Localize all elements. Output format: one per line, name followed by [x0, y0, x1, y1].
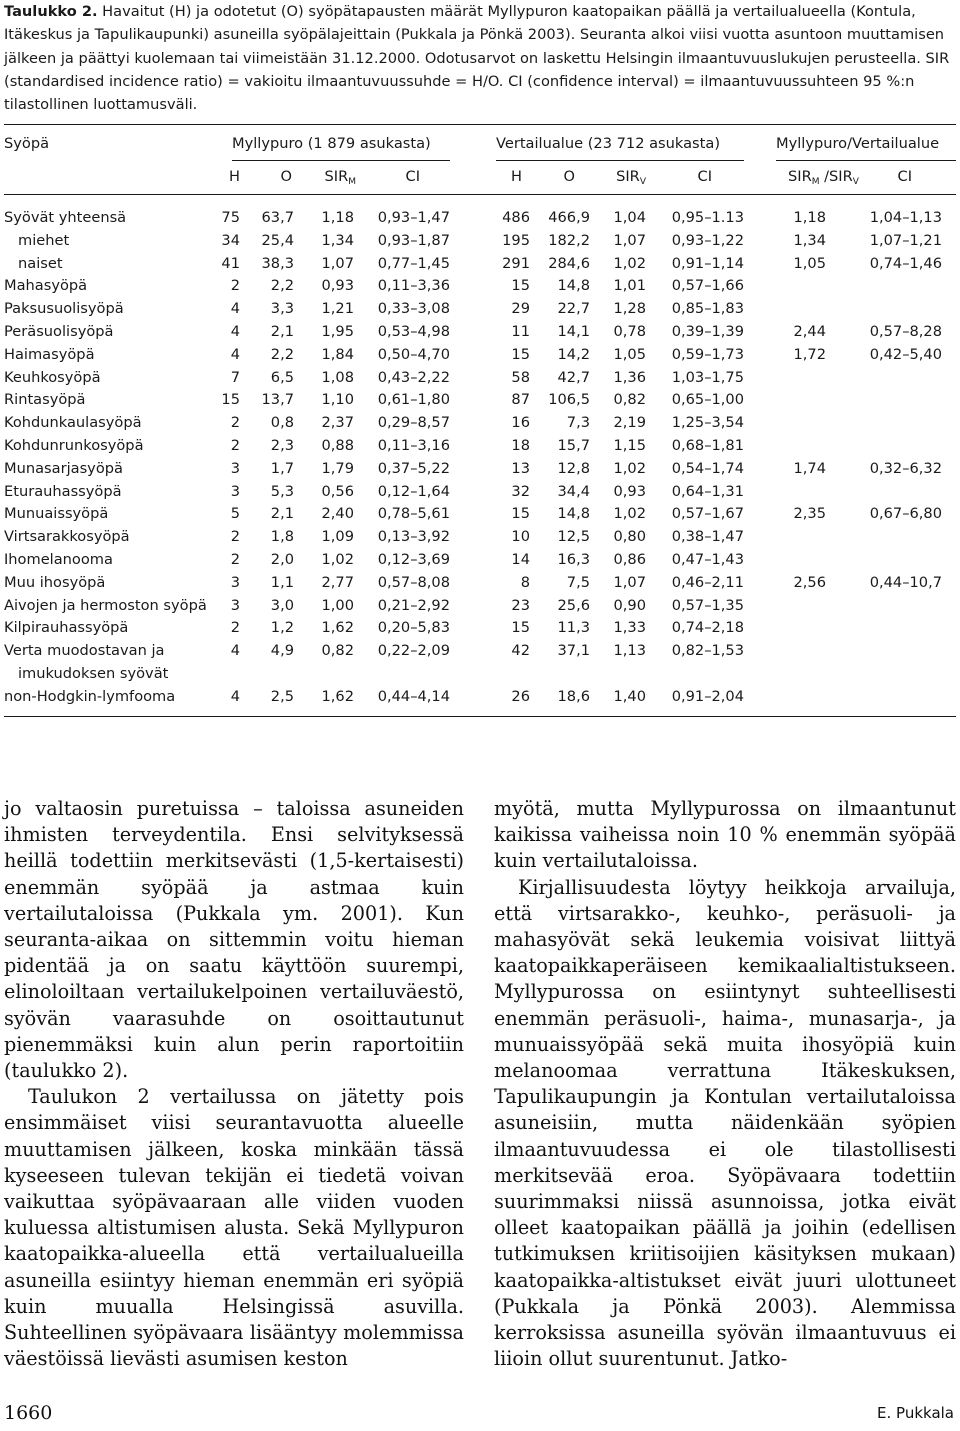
cell-v-o: 42,7: [557, 368, 590, 386]
header-cancer: Syöpä: [4, 135, 50, 152]
cell-v-o: 284,6: [548, 254, 590, 272]
cell-m-o: 1,1: [270, 573, 294, 591]
cell-v-ci: 0,95–1.13: [671, 209, 744, 226]
cell-m-ci: 0,12–3,69: [377, 551, 450, 568]
cell-v-o: 15,7: [557, 437, 590, 454]
cell-m-o: 1,7: [270, 459, 294, 477]
cell-r-ci: 0,67–6,80: [869, 505, 942, 523]
cell-v-sir: 1,07: [613, 573, 646, 591]
cell-v-o: 34,4: [557, 482, 590, 500]
cell-v-o: 16,3: [557, 551, 590, 568]
cell-v-ci: 0,54–1,74: [671, 459, 744, 477]
cell-v-h: 26: [511, 687, 530, 705]
reference-rule: [496, 160, 744, 161]
cell-r-sir: 2,56: [793, 573, 826, 591]
cell-m-h: 2: [230, 277, 240, 295]
subheader-v-ci: CI: [697, 168, 712, 185]
row-label: Kohdunkaulasyöpä: [4, 414, 142, 432]
cell-m-o: 2,2: [270, 345, 294, 363]
cell-v-h: 8: [520, 573, 530, 591]
cell-m-o: 4,9: [270, 642, 294, 660]
cell-m-h: 4: [230, 687, 240, 705]
cell-r-ci: 0,74–1,46: [869, 254, 942, 272]
cell-v-sir: 2,19: [613, 414, 646, 432]
cell-m-o: 1,8: [270, 528, 294, 546]
cell-v-sir: 1,36: [613, 368, 646, 386]
cell-v-sir: 1,02: [613, 459, 646, 477]
cell-v-o: 466,9: [548, 209, 590, 226]
cell-m-o: 6,5: [270, 368, 294, 386]
cell-v-h: 14: [511, 551, 530, 568]
cell-m-ci: 0,43–2,22: [377, 368, 450, 386]
cell-m-h: 2: [230, 528, 240, 546]
cell-v-o: 18,6: [557, 687, 590, 705]
cell-r-ci: 1,04–1,13: [869, 209, 942, 226]
cell-v-sir: 0,93: [613, 482, 646, 500]
cell-m-sir: 0,88: [321, 437, 354, 454]
cell-v-sir: 1,28: [613, 300, 646, 318]
row-label: Munuaissyöpä: [4, 505, 109, 523]
paragraph: Kirjallisuudesta löytyy heikkoja arvailuja, että virtsarakko-, keuhko-, peräsuoli- ja mahasyövät sekä leukemia voisivat liittyä kaatopaikkaperäiseen kemikaalialtistukseen. Myllypurossa on esiintynyt suhteellisesti enemmän peräsuoli-, haima-, munasarja-, ja munuaissyöpää sekä muita ihosyöpiä kuin melanoomaa verrattuna Itäkeskuksen, Tapulikaupungin ja Kontulan vertailutaloissa asuneisiin, mutta näidenkään syöpien ilmaantuvuudessa ei ole tilastollisesti merkitsevää eroa. Syöpävaara todettiin suurimmaksi niissä asunnoissa, jotka eivät olleet kaatopaikan päällä ja joihin (edellisen tutkimuksen kriitisoijien käsityksen mukaan) kaatopaikka-altistukset eivät juuri ulottuneet (Pukkala ja Pönkä 2003). Alemmissa kerroksissa asuneilla syövän ilmaantuvuus ei liioin ollut suurentunut. Jatko-: [494, 875, 956, 1371]
cell-v-o: 182,2: [548, 231, 590, 249]
cell-r-sir: 2,44: [793, 323, 826, 340]
subheader-ratio-sir: $SIR_M$ $/SIR_V$: [788, 168, 859, 187]
row-label: miehet: [18, 231, 70, 249]
body-column-left: [4, 796, 464, 1372]
cell-v-sir: 0,82: [613, 391, 646, 409]
cell-m-ci: 0,13–3,92: [377, 528, 450, 546]
cell-m-sir: 1,79: [321, 459, 354, 477]
cell-v-h: 486: [502, 209, 530, 226]
cell-m-h: 4: [230, 345, 240, 363]
cell-m-sir: 1,62: [321, 619, 354, 637]
cell-m-o: 2,2: [270, 277, 294, 295]
cell-m-ci: 0,22–2,09: [377, 642, 450, 660]
cell-m-h: 7: [230, 368, 240, 386]
caption-label: Taulukko 2.: [4, 3, 98, 20]
cell-m-sir: 1,08: [321, 368, 354, 386]
cell-v-sir: 1,15: [613, 437, 646, 454]
cell-v-h: 16: [511, 414, 530, 432]
cell-v-o: 11,3: [557, 619, 590, 637]
cell-v-ci: 0,46–2,11: [671, 573, 744, 591]
cell-m-ci: 0,61–1,80: [377, 391, 450, 409]
cell-v-o: 14,2: [557, 345, 590, 363]
cell-m-ci: 0,53–4,98: [377, 323, 450, 340]
paragraph: myötä, mutta Myllypurossa on ilmaantunut kaikissa vaiheissa noin 10 % enemmän syöpää kuin vertailutaloissa.: [494, 797, 956, 873]
cell-m-sir: 1,21: [321, 300, 354, 318]
cell-m-sir: 1,62: [321, 687, 354, 705]
cell-m-o: 2,5: [270, 687, 294, 705]
cell-v-sir: 1,04: [613, 209, 646, 226]
subheader-m-o: O: [280, 168, 292, 185]
cell-m-o: 2,0: [270, 551, 294, 568]
cell-v-o: 22,7: [557, 300, 590, 318]
subheader-m-sir: $SIR_M$: [324, 168, 356, 187]
cell-v-sir: 1,05: [613, 345, 646, 363]
cell-m-ci: 0,93–1,87: [377, 231, 450, 249]
cell-v-sir: 1,07: [613, 231, 646, 249]
cell-m-sir: 1,95: [321, 323, 354, 340]
cell-v-ci: 0,64–1,31: [671, 482, 744, 500]
row-label: Rintasyöpä: [4, 391, 86, 409]
cell-v-h: 15: [511, 505, 530, 523]
cell-v-o: 7,5: [566, 573, 590, 591]
page-number: 1660: [4, 1402, 53, 1424]
row-label: Mahasyöpä: [4, 277, 88, 295]
cell-m-ci: 0,11–3,16: [377, 437, 450, 454]
row-label: Kilpirauhassyöpä: [4, 619, 129, 637]
cell-m-sir: 1,34: [321, 231, 354, 249]
cell-v-ci: 0,38–1,47: [671, 528, 744, 546]
cell-v-h: 15: [511, 345, 530, 363]
table-header-rule: [4, 194, 956, 195]
table-top-rule: [4, 124, 956, 125]
cell-m-o: 25,4: [261, 231, 294, 249]
cell-m-o: 2,1: [270, 323, 294, 340]
cell-m-ci: 0,44–4,14: [377, 687, 450, 705]
cell-v-ci: 0,65–1,00: [671, 391, 744, 409]
cell-v-h: 195: [502, 231, 530, 249]
cell-m-h: 3: [230, 482, 240, 500]
row-label: Keuhkosyöpä: [4, 368, 101, 386]
cell-m-ci: 0,57–8,08: [377, 573, 450, 591]
cell-m-ci: 0,11–3,36: [377, 277, 450, 295]
cell-v-h: 11: [511, 323, 530, 340]
cell-m-sir: 2,37: [321, 414, 354, 432]
subheader-m-ci: CI: [405, 168, 420, 185]
cell-m-o: 38,3: [261, 254, 294, 272]
row-label: Eturauhassyöpä: [4, 482, 122, 500]
row-label: Kohdunrunkosyöpä: [4, 437, 144, 454]
cell-m-h: 3: [230, 596, 240, 614]
cell-r-sir: 1,34: [793, 231, 826, 249]
cell-m-ci: 0,50–4,70: [377, 345, 450, 363]
cell-v-sir: 0,86: [613, 551, 646, 568]
cell-v-h: 291: [502, 254, 530, 272]
cell-v-h: 23: [511, 596, 530, 614]
cell-v-h: 15: [511, 277, 530, 295]
subheader-m-h: H: [229, 168, 240, 185]
cell-m-o: 5,3: [270, 482, 294, 500]
row-label: Virtsarakkosyöpä: [4, 528, 130, 546]
cell-m-o: 63,7: [261, 209, 294, 226]
subheader-ratio-ci: CI: [897, 168, 912, 185]
cell-r-ci: 0,42–5,40: [869, 345, 942, 363]
cell-v-h: 13: [511, 459, 530, 477]
paragraph: Taulukon 2 vertailussa on jätetty pois ensimmäiset viisi seurantavuotta alueelle muuttamisen jälkeen, koska minkään tässä kyseeseen tulevan tekijän ei tiedetä voivan vaikuttaa syöpävaaraan alle viiden vuoden kuluessa altistumisen alusta. Sekä Myllypuron kaatopaikka-alueella että vertailualueilla asuneilla esiintyy hieman enemmän eri syöpiä kuin muualla Helsingissä asuvilla. Suhteellinen syöpävaara lisääntyy molemmissa väestöissä lievästi asumisen keston: [4, 1085, 464, 1371]
cell-m-sir: 1,02: [321, 551, 354, 568]
cell-m-sir: 0,82: [321, 642, 354, 660]
cell-v-h: 42: [511, 642, 530, 660]
cell-v-sir: 1,33: [613, 619, 646, 637]
row-label: Paksusuolisyöpä: [4, 300, 124, 318]
cell-v-ci: 0,59–1,73: [671, 345, 744, 363]
cell-m-sir: 0,93: [321, 277, 354, 295]
cell-v-ci: 0,47–1,43: [671, 551, 744, 568]
cell-v-ci: 0,85–1,83: [671, 300, 744, 318]
cell-v-h: 18: [511, 437, 530, 454]
cell-m-h: 15: [221, 391, 240, 409]
cell-m-h: 3: [230, 459, 240, 477]
cell-v-sir: 1,40: [613, 687, 646, 705]
cell-v-sir: 1,13: [613, 642, 646, 660]
cell-v-ci: 0,91–1,14: [671, 254, 744, 272]
table-caption: [4, 0, 954, 116]
cell-v-ci: 0,57–1,35: [671, 596, 744, 614]
cell-v-sir: 0,80: [613, 528, 646, 546]
row-label: naiset: [18, 254, 63, 272]
cell-r-sir: 1,74: [793, 459, 826, 477]
cell-m-sir: 1,18: [321, 209, 354, 226]
row-label: non-Hodgkin-lymfooma: [4, 687, 176, 705]
cell-v-ci: 1,03–1,75: [671, 368, 744, 386]
cell-r-ci: 0,44–10,7: [869, 573, 942, 591]
caption-text: Havaitut (H) ja odotetut (O) syöpätapausten määrät Myllypuron kaatopaikan päällä ja vertailualueella (Kontula, Itäkeskus ja Tapulikaupunki) asuneilla syöpälajeittain (Pukkala ja Pönkä 2003). Seuranta alkoi viisi vuotta asuntoon muuttamisen jälkeen ja päättyi kuolemaan tai viimeistään 31.12.2000. Odotusarvot on laskettu Helsingin ilmaantuvuuslukujen perusteella. SIR (standardised incidence ratio) = vakioitu ilmaantuvuussuhde = H/O. CI (confidence interval) = ilmaantuvuussuhteen 95 %:n tilastollinen luottamusväli.: [4, 3, 950, 114]
body-column-right: [494, 796, 956, 1372]
cell-m-h: 41: [221, 254, 240, 272]
cell-m-sir: 1,00: [321, 596, 354, 614]
cell-m-o: 2,1: [270, 505, 294, 523]
cell-v-sir: 1,02: [613, 254, 646, 272]
cell-m-h: 2: [230, 619, 240, 637]
row-label: Aivojen ja hermoston syöpä: [4, 596, 207, 614]
header-myllypuro: Myllypuro (1 879 asukasta): [232, 135, 431, 152]
footer-author: E. Pukkala: [877, 1404, 954, 1422]
cell-v-ci: 0,91–2,04: [671, 687, 744, 705]
cell-m-o: 3,3: [270, 300, 294, 318]
subheader-v-h: H: [511, 168, 522, 185]
cell-m-ci: 0,93–1,47: [377, 209, 450, 226]
cell-v-ci: 0,68–1,81: [671, 437, 744, 454]
cell-m-h: 3: [230, 573, 240, 591]
cell-m-sir: 2,77: [321, 573, 354, 591]
cell-m-o: 13,7: [261, 391, 294, 409]
cell-r-ci: 1,07–1,21: [869, 231, 942, 249]
cell-v-h: 10: [511, 528, 530, 546]
cell-v-sir: 0,78: [613, 323, 646, 340]
cell-m-sir: 1,10: [321, 391, 354, 409]
cell-r-ci: 0,57–8,28: [869, 323, 942, 340]
cell-v-o: 7,3: [566, 414, 590, 432]
row-label: Peräsuolisyöpä: [4, 323, 114, 340]
cell-m-h: 4: [230, 323, 240, 340]
cell-m-sir: 0,56: [321, 482, 354, 500]
cell-v-o: 12,5: [557, 528, 590, 546]
row-label: Ihomelanooma: [4, 551, 113, 568]
cell-v-o: 106,5: [548, 391, 590, 409]
header-ratio: Myllypuro/Vertailualue: [776, 135, 940, 152]
cell-m-ci: 0,77–1,45: [377, 254, 450, 272]
cell-v-o: 25,6: [557, 596, 590, 614]
cell-v-ci: 0,93–1,22: [671, 231, 744, 249]
cell-v-h: 32: [511, 482, 530, 500]
cell-m-h: 2: [230, 414, 240, 432]
cell-m-h: 75: [221, 209, 240, 226]
cell-r-sir: 1,18: [793, 209, 826, 226]
cell-m-ci: 0,33–3,08: [377, 300, 450, 318]
cell-v-h: 58: [511, 368, 530, 386]
cell-v-sir: 1,02: [613, 505, 646, 523]
cell-m-h: 2: [230, 551, 240, 568]
header-reference: Vertailualue (23 712 asukasta): [496, 135, 721, 152]
cell-r-sir: 2,35: [793, 505, 826, 523]
cell-m-o: 0,8: [270, 414, 294, 432]
cell-v-sir: 1,01: [613, 277, 646, 295]
subheader-v-sir: $SIR_V$: [616, 168, 646, 187]
cell-m-h: 5: [230, 505, 240, 523]
cell-m-ci: 0,12–1,64: [377, 482, 450, 500]
cell-v-ci: 0,57–1,67: [671, 505, 744, 523]
cell-v-ci: 0,82–1,53: [671, 642, 744, 660]
cell-v-o: 37,1: [557, 642, 590, 660]
table-bottom-rule: [4, 716, 956, 717]
cell-v-h: 15: [511, 619, 530, 637]
row-label: Syövät yhteensä: [4, 209, 127, 226]
cell-r-sir: 1,72: [793, 345, 826, 363]
cell-r-ci: 0,32–6,32: [869, 459, 942, 477]
row-label-continued: imukudoksen syövät: [18, 665, 169, 682]
cell-m-ci: 0,21–2,92: [377, 596, 450, 614]
cell-m-sir: 1,09: [321, 528, 354, 546]
cell-m-o: 3,0: [270, 596, 294, 614]
subheader-v-o: O: [563, 168, 575, 185]
cell-m-o: 1,2: [270, 619, 294, 637]
cell-v-o: 12,8: [557, 459, 590, 477]
row-label: Munasarjasyöpä: [4, 459, 123, 477]
cell-m-h: 4: [230, 300, 240, 318]
paragraph: jo valtaosin puretuissa – taloissa asuneiden ihmisten terveydentila. Ensi selvityksessä heillä todettiin merkitsevästi (1,5-kertaisesti) enemmän syöpää ja astmaa kuin vertailutaloissa (Pukkala ym. 2001). Kun seuranta-aikaa on sittemmin voitu hieman pidentää ja on saatu käyttöön suurempi, elinoloiltaan vertailukelpoinen vertailuväestö, syövän vaarasuhde on osoittautunut pienemmäksi kuin alun perin raportoitiin (taulukko 2).: [4, 797, 464, 1083]
cell-v-o: 14,8: [557, 277, 590, 295]
cell-v-o: 14,8: [557, 505, 590, 523]
cell-m-h: 34: [221, 231, 240, 249]
cell-v-o: 14,1: [557, 323, 590, 340]
cell-m-sir: 1,07: [321, 254, 354, 272]
cell-m-h: 4: [230, 642, 240, 660]
cell-m-ci: 0,37–5,22: [377, 459, 450, 477]
cell-v-ci: 0,57–1,66: [671, 277, 744, 295]
cell-v-ci: 0,39–1,39: [671, 323, 744, 340]
cell-m-ci: 0,20–5,83: [377, 619, 450, 637]
row-label: Verta muodostavan ja: [4, 642, 165, 660]
ratio-rule: [776, 160, 956, 161]
myllypuro-rule: [232, 160, 450, 161]
cell-v-h: 87: [511, 391, 530, 409]
cell-m-ci: 0,78–5,61: [377, 505, 450, 523]
cell-v-ci: 0,74–2,18: [671, 619, 744, 637]
cell-v-h: 29: [511, 300, 530, 318]
row-label: Haimasyöpä: [4, 345, 95, 363]
cell-m-sir: 1,84: [321, 345, 354, 363]
cell-r-sir: 1,05: [793, 254, 826, 272]
cell-v-sir: 0,90: [613, 596, 646, 614]
row-label: Muu ihosyöpä: [4, 573, 106, 591]
cell-m-sir: 2,40: [321, 505, 354, 523]
cell-m-o: 2,3: [270, 437, 294, 454]
cell-m-ci: 0,29–8,57: [377, 414, 450, 432]
cell-v-ci: 1,25–3,54: [671, 414, 744, 432]
cell-m-h: 2: [230, 437, 240, 454]
